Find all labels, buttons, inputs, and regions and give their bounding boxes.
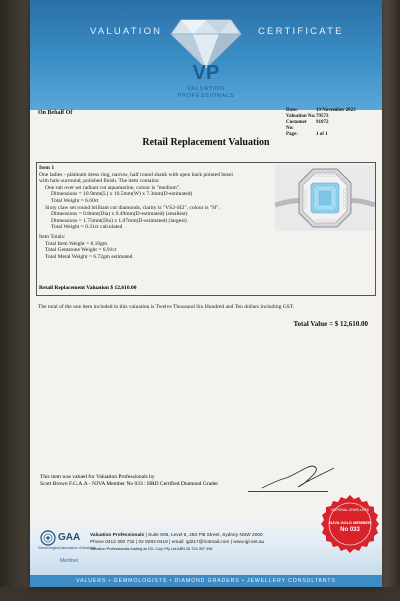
- background-right: [382, 0, 400, 601]
- footer-contact: Valuation Professionals | Suite 606, Level 6, 250 Pitt Street, Sydney NSW 2000 Phone 0412 300 732 | 02 9283 0419 | email: igl217@hotmail.com | www.igl.net.au Valuation Professionals trading as IGL Corp Pty Ltd ABN 25 724 397 496: [90, 533, 265, 551]
- valuer-statement: This item was valued for Valuation Professionals by Scott Brown F.G.A.A - NJVA Member No 033 : HRD Certified Diamond Grader: [40, 474, 219, 487]
- header-word-right: CERTIFICATE: [258, 26, 344, 37]
- total-value: Total Value = $ 12,610.00: [293, 320, 368, 328]
- valuation-meta: Date: 19 November 2023 Valuation No: 79573 Customer No: 91072 Page: 1 of 1: [286, 108, 356, 137]
- gaa-subtitle: Gemmological Association of Australia: [38, 546, 96, 550]
- header-word-left: VALUATION: [90, 26, 163, 37]
- signature-line: [248, 491, 328, 492]
- signature-icon: [258, 462, 338, 492]
- item-description: Item 1 One ladies - platinum dress ring, narrow, half round shank with open back pointed bezel with halo surround, polished finish. The item contains: One rub over set radiant cut aquamarine, colour is "medium". Dimensions = 10.9mm(L) x 10.5mm(W) x 7.3mm(D-estimated) Total Weight = 6.60ct Sixty claw set round brilliant cut diamonds, clarity is "VS2-SI2", colour is "H". Dimensions = 0.8mm(Dia) x 0.49mm(D-estimated) (smallest) Dimensions = 1.75mm(Dia) x 1.07mm(D-estimated) (largest) Total Weight = 0.31ct calculated Item Totals: Total Item Weight = 8.10gm Total Gemstone Weight = 6.91ct Total Metal Weight = 6.72gm estimated: [39, 165, 233, 260]
- ring-image-icon: [275, 165, 375, 231]
- ring-photo: [275, 165, 375, 231]
- logo-mark: VP: [192, 62, 220, 84]
- item-box: [36, 162, 376, 296]
- background-bottom: [0, 587, 400, 601]
- njva-seal: NATIONAL JEWELLERS NJVA GOLD MEMBER No 033: [320, 494, 380, 554]
- certificate-page: [30, 0, 382, 587]
- gaa-logo-text: GAA: [58, 532, 81, 543]
- summary-paragraph: The total of the one item included in this valuation is Twelve Thousand Six Hundred and Ten dollars including GST.: [38, 304, 295, 310]
- gaa-member-label: Member: [60, 558, 79, 564]
- logo-subtitle: VALUATION PROFESSIONALS: [177, 86, 235, 99]
- gaa-gem-icon: [40, 530, 56, 546]
- on-behalf-label: On Behalf Of: [38, 110, 73, 116]
- document-title: Retail Replacement Valuation: [142, 137, 270, 148]
- item-valuation-line: Retail Replacement Valuation $ 12,610.00: [39, 285, 137, 291]
- footer-strip: VALUERS • GEMMOLOGISTS • DIAMOND GRADERS • JEWELLERY CONSULTANTS: [30, 575, 382, 587]
- background-left: [0, 0, 30, 601]
